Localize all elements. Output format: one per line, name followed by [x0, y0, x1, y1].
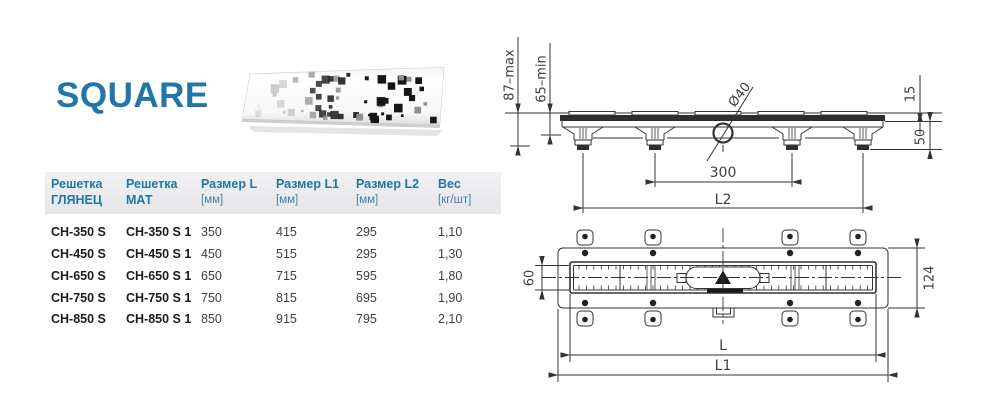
col-header-size-l2: Размер L2 [мм]: [356, 177, 420, 206]
table-row: CH-750 S CH-750 S 1 750 815 695 1,90: [51, 290, 463, 305]
dim-outlet-span: 300: [709, 165, 737, 181]
col-header-grate-matte: Решетка МАТ: [126, 177, 178, 207]
dim-leg-height: 50: [913, 128, 929, 146]
dim-height-max: 87–max: [502, 49, 518, 101]
table-row: CH-350 S CH-350 S 1 350 415 295 1,10: [51, 225, 463, 240]
dim-edge-offset: 15: [903, 85, 919, 103]
series-title: SQUARE: [56, 76, 209, 115]
col-header-weight: Вес [кг/шт]: [438, 177, 472, 206]
dim-grate-width: 60: [522, 269, 538, 287]
col-header-grate-gloss: Решетка ГЛЯНЕЦ: [51, 177, 103, 207]
dim-height-min: 65–min: [534, 55, 550, 103]
dim-length-l: L: [719, 338, 727, 354]
dim-span-l2: L2: [714, 192, 732, 208]
col-header-size-l1: Размер L1 [мм]: [276, 177, 340, 206]
table-row: CH-850 S CH-850 S 1 850 915 795 2,10: [51, 312, 463, 327]
table-header-row: [45, 172, 501, 214]
table-row: CH-650 S CH-650 S 1 650 715 595 1,80: [51, 268, 463, 283]
drawing-side-view: [497, 25, 999, 215]
size-table: [45, 172, 501, 330]
grate-pattern-graphic: [238, 62, 450, 140]
table-body: [45, 221, 501, 330]
dim-body-width: 124: [922, 265, 938, 291]
dim-overall-length-l1: L1: [714, 358, 732, 374]
drawing-top-view: [497, 222, 999, 412]
table-row: CH-450 S CH-450 S 1 450 515 295 1,30: [51, 246, 463, 261]
grate-preview-image: [238, 62, 450, 140]
col-header-size-l: Размер L [мм]: [201, 177, 258, 206]
dim-outlet-diameter: Ø40: [725, 79, 755, 111]
